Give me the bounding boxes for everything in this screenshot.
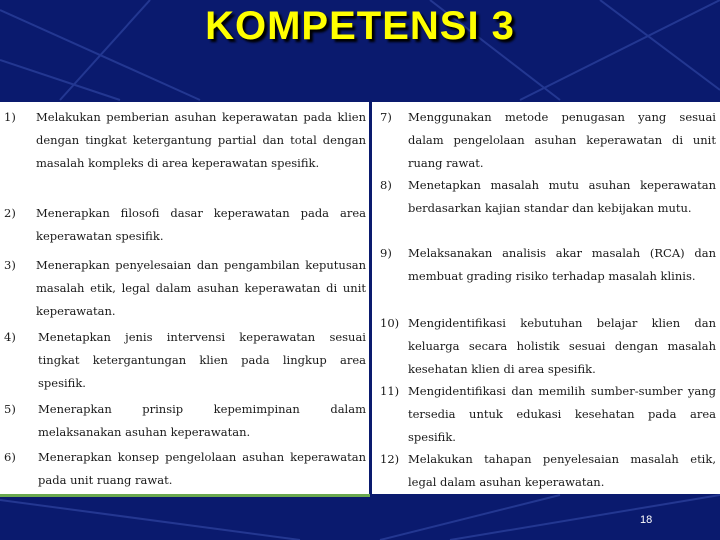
item-number: 3) — [4, 258, 16, 272]
item-text: Mengidentifikasi dan memilih sumber-sumber yang tersedia untuk edukasi kesehatan pada area spesifik. — [408, 384, 716, 444]
divider — [0, 494, 370, 497]
item-number: 5) — [4, 402, 16, 416]
item-text: Melakukan tahapan penyelesaian masalah etik, legal dalam asuhan keperawatan. — [408, 452, 716, 489]
item-text: Menerapkan penyelesaian dan pengambilan keputusan masalah etik, legal dalam asuhan keperawatan di unit keperawatan. — [36, 258, 366, 318]
item-number: 12) — [380, 452, 400, 466]
page-number: 18 — [640, 514, 653, 526]
item-text: Melakukan pemberian asuhan keperawatan pada klien dengan tingkat ketergantung partial dan total dengan masalah kompleks di area keperawatan spesifik. — [36, 110, 366, 170]
item-number: 7) — [380, 110, 392, 124]
competency-list-left — [0, 102, 369, 494]
item-text: Menetapkan jenis intervensi keperawatan sesuai tingkat ketergantungan klien pada lingkup area spesifik. — [38, 330, 366, 390]
item-number: 4) — [4, 330, 16, 344]
item-number: 11) — [380, 384, 400, 398]
page-title: KOMPETENSI 3 — [205, 4, 515, 48]
item-text: Menggunakan metode penugasan yang sesuai dalam pengelolaan asuhan keperawatan di unit ruang rawat. — [408, 110, 716, 170]
competency-list-right — [372, 102, 720, 494]
item-number: 2) — [4, 206, 16, 220]
item-text: Menetapkan masalah mutu asuhan keperawatan berdasarkan kajian standar dan kebijakan mutu. — [408, 178, 716, 215]
item-number: 8) — [380, 178, 392, 192]
item-text: Menerapkan filosofi dasar keperawatan pada area keperawatan spesifik. — [36, 206, 366, 243]
item-number: 10) — [380, 316, 400, 330]
item-number: 6) — [4, 450, 16, 464]
item-number: 9) — [380, 246, 392, 260]
item-number: 1) — [4, 110, 16, 124]
item-text: Menerapkan prinsip kepemimpinan dalam melaksanakan asuhan keperawatan. — [38, 402, 366, 439]
item-text: Menerapkan konsep pengelolaan asuhan keperawatan pada unit ruang rawat. — [38, 450, 366, 487]
item-text: Melaksanakan analisis akar masalah (RCA) dan membuat grading risiko terhadap masalah klinis. — [408, 246, 716, 283]
item-text: Mengidentifikasi kebutuhan belajar klien dan keluarga secara holistik sesuai dengan masalah kesehatan klien di area spesifik. — [408, 316, 716, 376]
